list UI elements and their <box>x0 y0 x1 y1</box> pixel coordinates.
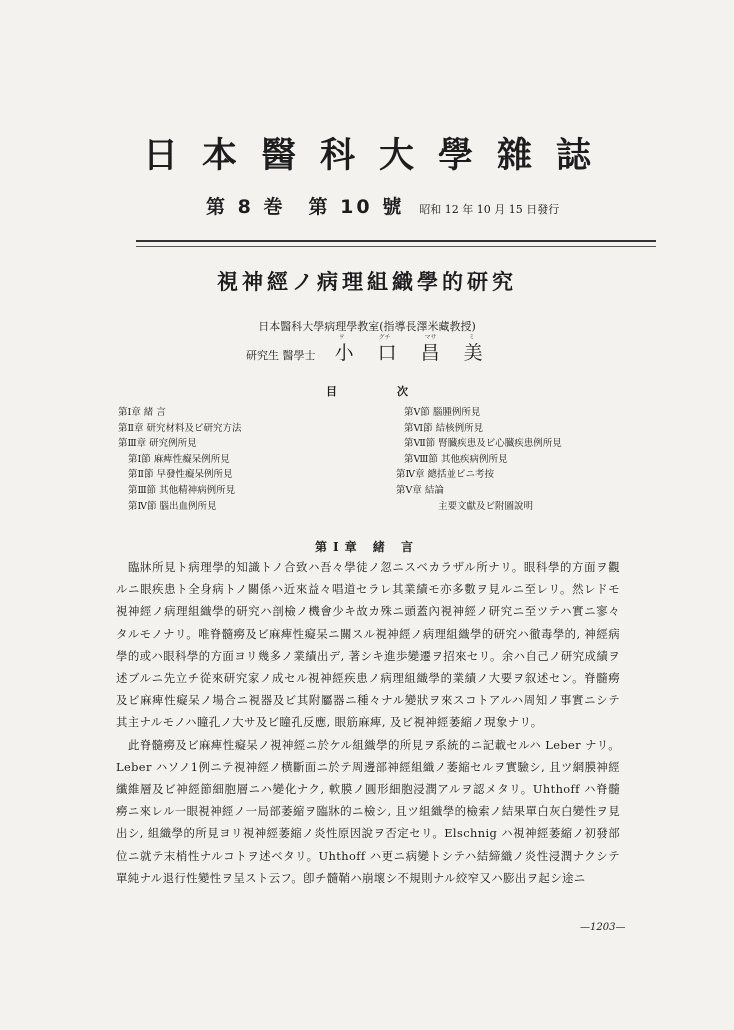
page-number: —1203— <box>580 922 626 933</box>
author-role: 研究生 醫學士 <box>246 349 316 362</box>
chapter-heading: 第Ⅰ章 緒 言 <box>315 540 419 554</box>
toc-item: 第Ⅰ章 緒 言 <box>118 407 166 418</box>
toc-item: 第Ⅷ節 其他疾病例所見 <box>404 453 508 465</box>
toc-item: 第Ⅲ節 其他精神病例所見 <box>128 484 236 496</box>
header-rule <box>136 240 656 247</box>
toc-item: 第Ⅰ節 麻痺性癡呆例所見 <box>128 453 230 465</box>
toc-right-column <box>396 405 562 514</box>
number-label: 第 10 號 <box>308 196 405 218</box>
author-name: 小口昌美 <box>334 342 507 364</box>
toc-item: 主要文獻及ビ附圖說明 <box>438 500 534 512</box>
toc-item: 第Ⅱ節 早發性癡呆例所見 <box>128 469 233 481</box>
ruby-4: ミ <box>468 334 475 341</box>
author-line <box>246 334 507 365</box>
ruby-3: マサ <box>424 334 437 341</box>
toc-item: 第Ⅳ節 腦出血例所見 <box>128 500 217 512</box>
toc-item: 第Ⅵ節 結核例所見 <box>404 422 484 434</box>
toc-item: 第Ⅳ章 總括並ビニ考按 <box>396 469 495 481</box>
toc-item: 第Ⅶ節 腎臓疾患及ビ心臓疾患例所見 <box>404 438 562 450</box>
volume-label: 第 8 巻 <box>206 196 286 218</box>
body-paragraph: 臨牀所見ト病理學的知識トノ合致ハ吾々學徒ノ忽ニスベカラザル所ナリ。眼科學的方面ヲ觀ルニ眼疾患ト全身病トノ關係ハ近來益々唱道セラレ其業績モ亦多數ヲ見ルニ至レリ。然レドモ視神經ノ病理組織學的研究ハ剖檢ノ機會少キ故カ殊ニ頭蓋內視神經ノ研究ニ至ツテハ實ニ寥々タルモノナリ。唯脊髓癆及ビ麻痺性癡呆ニ關スル視神經ノ病理組織學的研究ハ徹毒學的, 神經病學的或ハ眼科學的方面ヨリ幾多ノ業績出デ, 著シキ進歩變遷ヲ招來セリ。余ハ自己ノ研究成績ヲ述ブルニ先立チ從來研究家ノ成セル視神經疾患ノ病理組織學的業績ノ大要ヲ叙述セン。脊髓癆及ビ麻痺性癡呆ノ場合ニ視器及ビ其附屬器ニ種々ナル變狀ヲ來スコトアルハ周知ノ事實ニシテ其主ナルモノハ瞳孔ノ大サ及ビ瞳孔反應, 眼筋麻痺, 及ビ視神經萎縮ノ現象ナリ。 <box>116 560 620 730</box>
toc-item: 第Ⅴ章 結論 <box>396 484 444 496</box>
journal-title: 日本醫科大學雜誌 <box>142 136 615 176</box>
body-text <box>116 556 620 889</box>
toc-left-column <box>118 405 241 514</box>
ruby-2: グチ <box>378 334 391 341</box>
paper-title: 視神經ノ病理組織學的研究 <box>217 269 517 294</box>
body-paragraph: 此脊髓癆及ビ麻痺性癡呆ノ視神經ニ於ケル組織學的所見ヲ系統的ニ記載セルハ Leber ナリ。Leber ハソノ1例ニテ視神經ノ横斷面ニ於テ周邊部神經組織ノ萎縮セルヲ實驗シ, 且ツ網膜神經纖維層及ビ神經節細胞層ニハ變化ナク, 軟膜ノ圓形細胞浸潤アルヲ認メタリ。Uhthoff ハ脊髓癆ニ來レル一眼視神經ノ一局部萎縮ヲ臨牀的ニ檢シ, 且ツ組織學的檢索ノ結果單白灰白變性ヲ見出シ, 組織學的所見ヨリ視神經萎縮ノ炎性原因說ヲ否定セリ。Elschnig ハ視神經萎縮ノ初發部位ニ就テ末梢性ナルコトヲ述ベタリ。Uhthoff ハ更ニ病變トシテハ結締織ノ炎性浸潤ナクシテ單純ナル退行性變性ヲ呈スト云フ。卽チ髓鞘ハ崩壞シ不規則ナル絞窄又ハ膨出ヲ起シ途ニ <box>116 737 620 885</box>
ruby-1: ヲ <box>338 334 345 341</box>
toc-item: 第Ⅲ章 研究例所見 <box>118 438 197 450</box>
toc-item: 第Ⅱ章 研究材料及ビ研究方法 <box>118 422 242 434</box>
affiliation: 日本醫科大學病理學教室(指導長澤米藏教授) <box>258 320 476 333</box>
toc-item: 第Ⅴ節 腦腫例所見 <box>404 407 481 418</box>
issue-line <box>206 192 626 219</box>
toc-heading: 目次 <box>326 385 468 398</box>
publication-date: 昭和 12 年 10 月 15 日發行 <box>419 203 560 216</box>
